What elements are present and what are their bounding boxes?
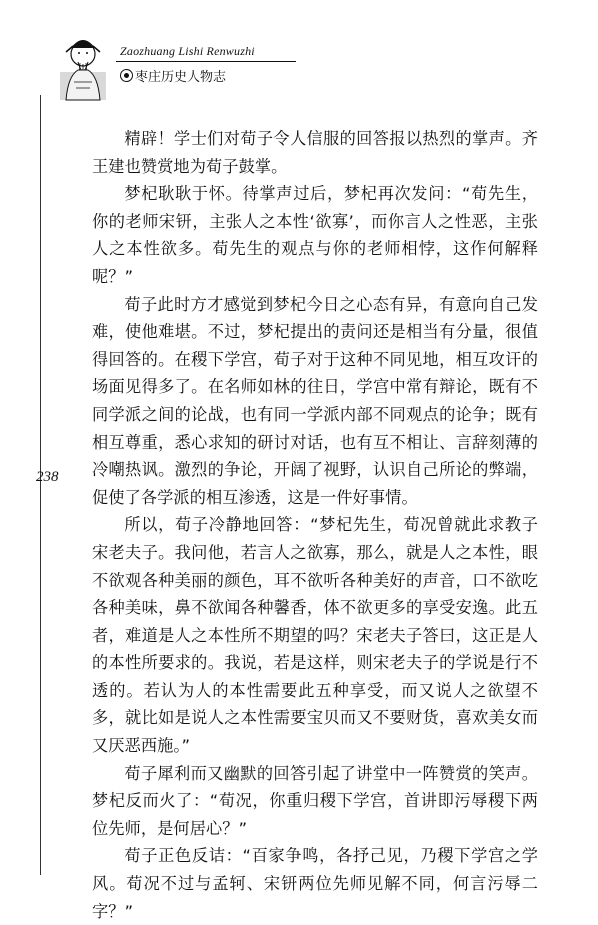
paragraph: 荀子犀利而又幽默的回答引起了讲堂中一阵赞赏的笑声。梦杞反而火了：“荀况，你重归稷下学宫，首讲即污辱稷下两位先师，是何居心？” xyxy=(92,763,538,838)
header-chinese-title xyxy=(120,66,226,85)
body-text xyxy=(92,125,538,925)
paragraph: 荀子此时方才感觉到梦杞今日之心态有异，有意向自己发难，使他难堪。不过，梦杞提出的责问还是相当有分量，很值得回答的。在稷下学宫，荀子对于这种不同见地，相互攻讦的场面见得多了。在名师如林的往日，学宫中常有辩论，既有不同学派之间的论战，也有同一学派内部不同观点的论争；既有相互尊重，悉心求知的研讨对话，也有互不相让、言辞刻薄的冷嘲热讽。激烈的争论，开阔了视野，认识自己所论的弊端，促使了各学派的相互渗透，这是一件好事情。 xyxy=(92,294,538,507)
paragraph: 梦杞耿耿于怀。待掌声过后，梦杞再次发问：“荀先生，你的老师宋钘，主张人之本性‘欲寡’，而你言人之性恶，主张人之本性欲多。荀先生的观点与你的老师相悖，这作何解释呢？” xyxy=(92,184,538,286)
header-latin-title: Zaozhuang Lishi Renwuzhi xyxy=(120,44,255,58)
scholar-portrait-emblem xyxy=(58,32,108,102)
paragraph: 精辟！学士们对荀子令人信服的回答报以热烈的掌声。齐王建也赞赏地为荀子鼓掌。 xyxy=(92,129,538,176)
header-rule xyxy=(116,61,296,62)
bullet-circle-icon xyxy=(120,69,133,82)
paragraph: 所以，荀子冷静地回答：“梦杞先生，荀况曾就此求教子宋老夫子。我问他，若言人之欲寡，那么，就是人之本性，眼不欲观各种美丽的颜色，耳不欲听各种美好的声音，口不欲吃各种美味，鼻不欲闻各种馨香，体不欲更多的享受安逸。此五者，难道是人之本性所不期望的吗？宋老夫子答曰，这正是人的本性所要求的。我说，若是这样，则宋老夫子的学说是行不透的。若认为人的本性需要此五种享受，而又说人之欲望不多，就比如是说人之本性需要宝贝而又不要财货，喜欢美女而又厌恶西施。” xyxy=(92,515,538,756)
running-header xyxy=(58,32,318,102)
page-number: 238 xyxy=(36,469,59,485)
header-chinese-title-text: 枣庄历史人物志 xyxy=(135,70,227,85)
paragraph: 荀子正色反诘：“百家争鸣，各抒己见，乃稷下学宫之学风。荀况不过与孟轲、宋钘两位先师见解不同，何言污辱二字？” xyxy=(92,846,538,921)
